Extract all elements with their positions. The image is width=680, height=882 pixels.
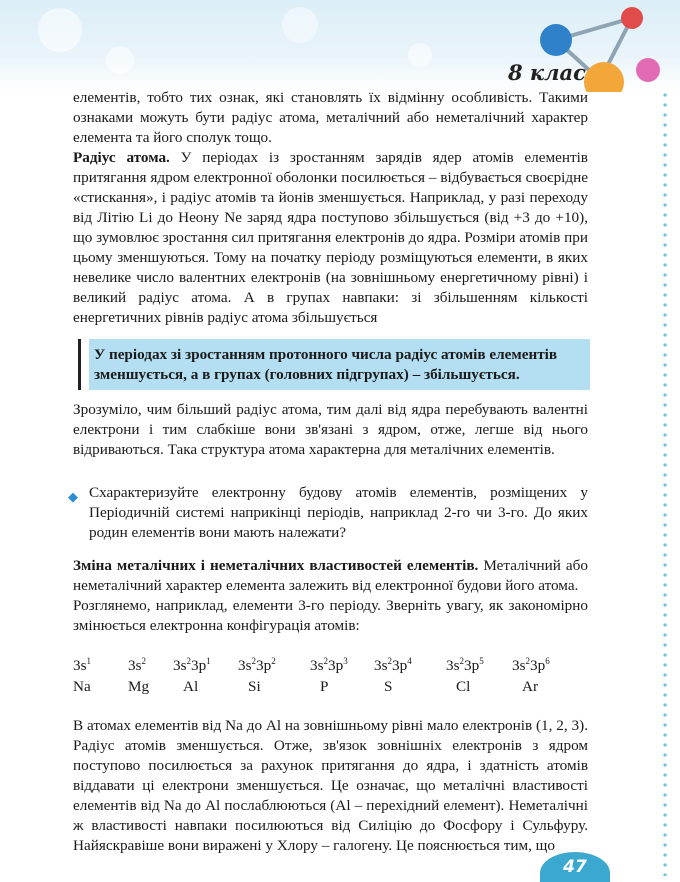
- paragraph: В атомах елементів від Na до Al на зовнішньому рівні мало електронів (1, 2, 3). Радіус атомів зменшується. Отже, зв'язок зовнішніх електронів з ядром поступово посилюється за рахунок притягання до ядра, і здатність атомів віддавати ці електрони зменшується. Це означає, що металічні властивості елементів від Na до Al послаблюються (Al – перехідний елемент). Неметалічні ж властивості навпаки посилюються від Силіцію до Фосфору і Сульфуру. Найяскравіше вони виражені у Хлору – галогену. Це пояснюється тим, що: [73, 717, 588, 854]
- diamond-bullet-icon: ◆: [68, 489, 78, 504]
- rule-callout: [78, 339, 590, 390]
- body-text-2: [73, 400, 588, 460]
- configuration: $3s^23p^2$: [238, 655, 276, 674]
- body-text-4: [73, 716, 588, 856]
- configuration: $3s^1$: [73, 655, 92, 674]
- configuration: $3s^23p^4$: [374, 655, 412, 674]
- callout-text: У періодах зі зростанням протонного числа радіус атомів елементів зменшується, а в групах (головних підгрупах) – збільшується.: [94, 346, 558, 383]
- configuration: $3s^23p^6$: [512, 655, 550, 674]
- element-symbol: Cl: [456, 678, 471, 695]
- configuration: $3s^23p^1$: [173, 655, 211, 674]
- paragraph-properties: Зміна металічних і неметалічних властивостей елементів. Металічний або неметалічний характер елемента залежить від електронної будови його атома.: [73, 557, 588, 594]
- element-symbol: Mg: [128, 678, 150, 695]
- paragraph: Розглянемо, наприклад, елементи 3-го періоду. Зверніть увагу, як закономірно змінюється електронна конфігурація атомів:: [73, 597, 588, 634]
- section-heading: Зміна металічних і неметалічних властивостей елементів.: [73, 557, 479, 574]
- element-symbol: Na: [73, 678, 91, 695]
- body-text-3: [73, 556, 588, 636]
- paragraph: елементів, тобто тих ознак, які становлять їх відмінну особливість. Такими ознаками можуть бути радіус атома, металічний або неметалічний характер елемента та його сполук тощо.: [73, 89, 588, 146]
- configuration: $3s^23p^5$: [446, 655, 484, 674]
- page-edge-dots: [662, 90, 668, 876]
- section-heading: Радіус атома.: [73, 149, 170, 166]
- element-symbol: Ar: [522, 678, 539, 695]
- element-symbol: Al: [183, 678, 199, 695]
- body-text: [73, 88, 588, 328]
- element-symbol: Si: [248, 678, 261, 695]
- element-symbol: S: [384, 678, 393, 695]
- configuration: $3s^23p^3$: [310, 655, 348, 674]
- paragraph: Зрозуміло, чим більший радіус атома, тим далі від ядра перебувають валентні електрони і тим слабкіше вони зв'язані з ядром, отже, легше від нього відриваються. Така структура атома характерна для металічних елементів.: [73, 401, 588, 458]
- page-number: 47: [540, 852, 610, 882]
- paragraph-atomic-radius: Радіус атома. У періодах із зростанням зарядів ядер атомів елементів притягання ядром електронної оболонки посилюється – відбувається своєрідне «стискання», і радіус атомів та йонів зменшується. Наприклад, у разі переходу від Літію Li до Неону Ne заряд ядра поступово збільшується (від +3 до +10), що зумовлює зростання сил притягання електронів до ядра. Розміри атомів при цьому зменшуються. Тому на початку періоду розміщуються елементи, в яких невелике число валентних електронів (на зовнішньому енергетичному рівні) і великий радіус атома. А в групах навпаки: зі збільшенням кількості енергетичних рівнів радіус атома збільшується: [73, 149, 588, 326]
- element-symbol: P: [320, 678, 329, 695]
- configuration: $3s^2$: [128, 655, 147, 674]
- task-text: Схарактеризуйте електронну будову атомів елементів, розміщених у Періодичній системі наприкінці періодів, наприклад 2-го чи 3-го. До яких родин елементів вони мають належати?: [89, 484, 588, 541]
- grade-label: 8 клас: [508, 60, 586, 85]
- task-block: [89, 483, 588, 543]
